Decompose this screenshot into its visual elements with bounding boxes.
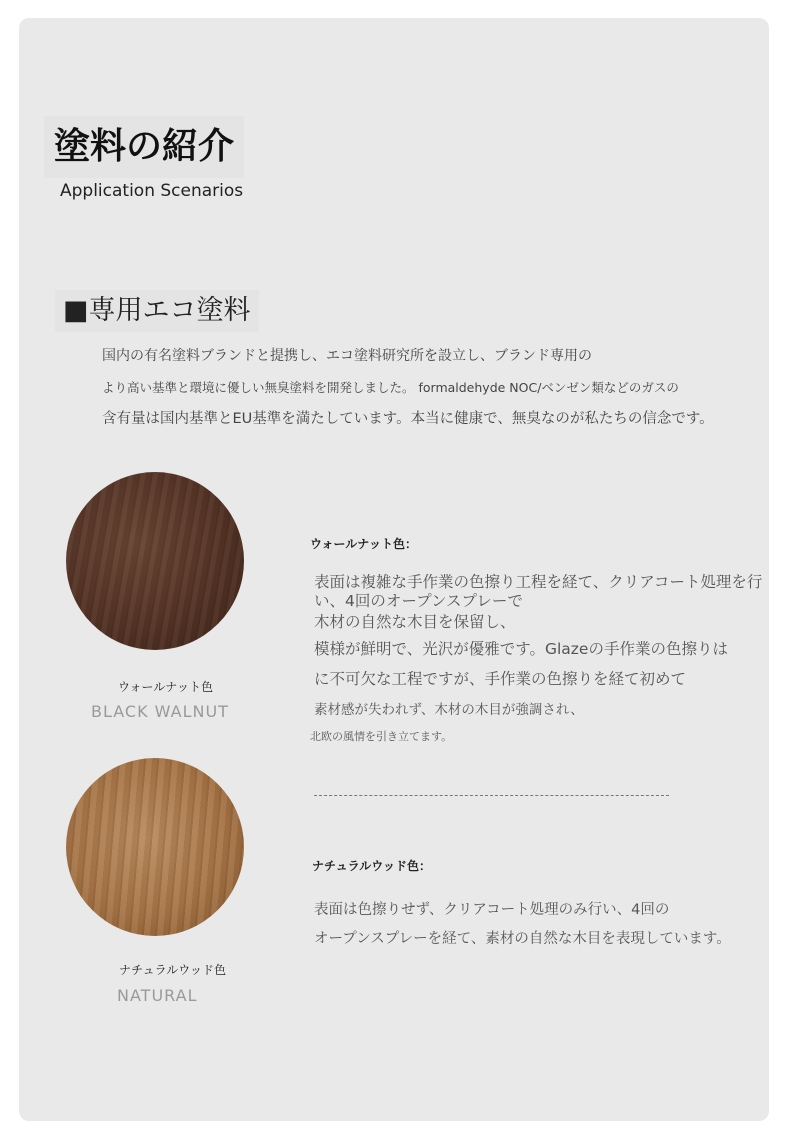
natural-desc-line: 表面は色擦りせず、クリアコート処理のみ行い、4回の: [314, 902, 670, 918]
natural-desc-line: オープンスプレーを経て、素材の自然な木目を表現しています。: [314, 931, 731, 947]
walnut-desc-line: 模様が鮮明で、光沢が優雅です。Glazeの手作業の色擦りは: [314, 640, 728, 658]
walnut-swatch-image: [66, 472, 244, 650]
natural-swatch-name: NATURAL: [117, 986, 198, 1005]
natural-swatch-image: [66, 758, 244, 936]
walnut-heading: ウォールナット色：: [310, 537, 418, 551]
walnut-desc-line: 北欧の風情を引き立てます。: [310, 730, 453, 743]
intro-line-3: 含有量は国内基準とEU基準を満たしています。本当に健康で、無臭なのが私たちの信念です。: [102, 411, 714, 427]
divider: [314, 795, 669, 796]
section-title: ■専用エコ塗料: [55, 290, 259, 332]
walnut-desc-line: に不可欠な工程ですが、手作業の色擦りを経て初めて: [314, 670, 687, 688]
natural-heading: ナチュラルウッド色：: [312, 859, 432, 873]
walnut-swatch-name: BLACK WALNUT: [91, 702, 229, 721]
walnut-desc-line: 木材の自然な木目を保留し、: [314, 613, 516, 631]
page-title: 塗料の紹介: [44, 116, 244, 178]
walnut-desc-line: 素材感が失われず、木材の木目が強調され、: [314, 702, 584, 718]
walnut-desc-line: い、4回のオープンスプレーで: [314, 592, 523, 610]
page-subtitle: Application Scenarios: [60, 181, 244, 201]
intro-line-2: より高い基準と環境に優しい無臭塗料を開発しました。 formaldehyde NOC/ベンゼン類などのガスの: [102, 380, 679, 395]
walnut-swatch-label: ウォールナット色: [118, 680, 214, 694]
natural-swatch-label: ナチュラルウッド色: [119, 963, 227, 977]
intro-line-1: 国内の有名塗料ブランドと提携し、エコ塗料研究所を設立し、ブランド専用の: [102, 348, 592, 364]
walnut-desc-line: 表面は複雑な手作業の色擦り工程を経て、クリアコート処理を行: [314, 573, 763, 591]
